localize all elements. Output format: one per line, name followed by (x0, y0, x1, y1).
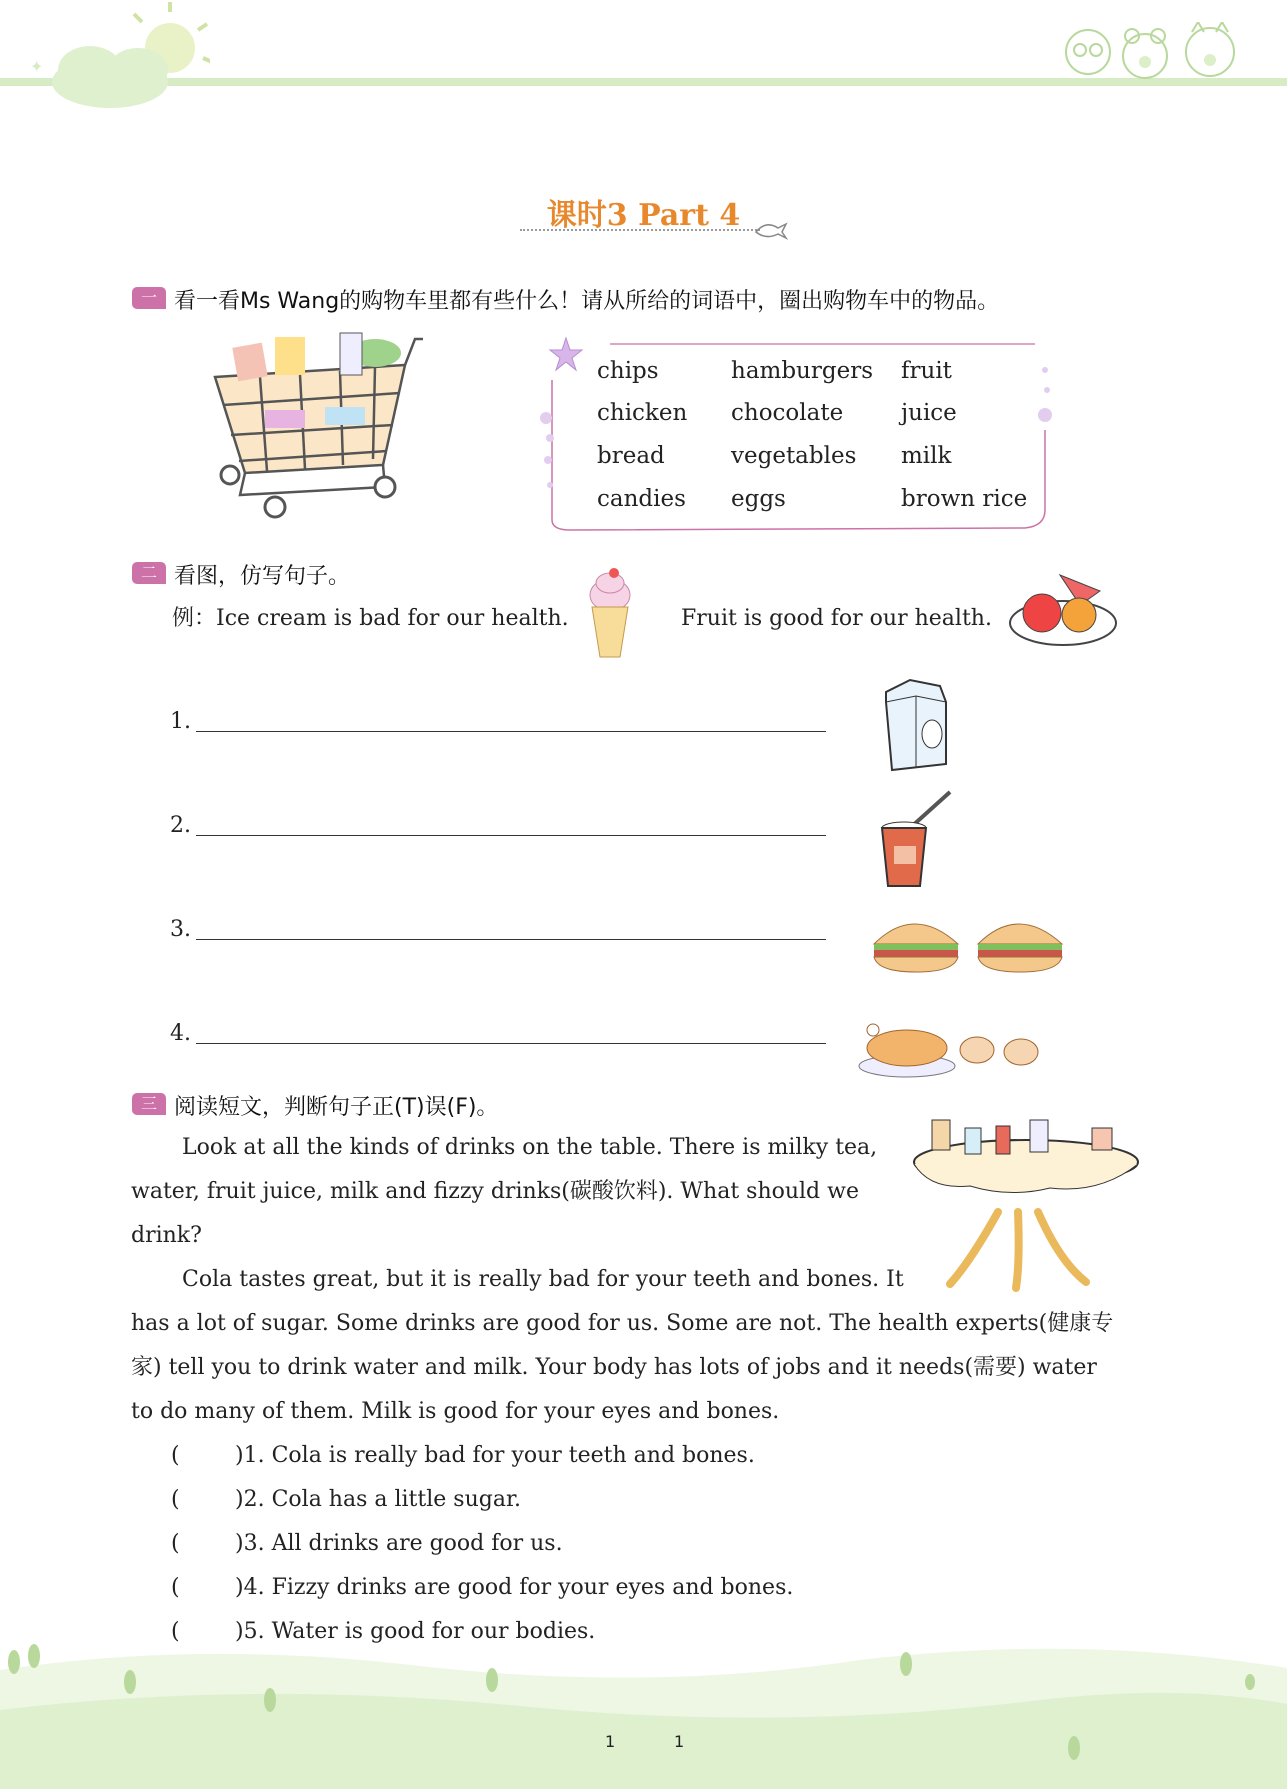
question-4-text: 4. Fizzy drinks are good for your eyes and bones. (243, 1575, 794, 1600)
example-sentence-1 (172, 597, 569, 641)
svg-text:✦: ✦ (30, 57, 44, 76)
word-candies[interactable]: candies (597, 486, 686, 512)
passage-line-3: drink? (131, 1223, 202, 1248)
question-5: ( )5. Water is good for our bodies. (171, 1610, 595, 1654)
passage-line-7: to do many of them. Milk is good for your eyes and bones. (131, 1399, 780, 1424)
item-3-number: 3. (170, 917, 191, 942)
passage-line-1: Look at all the kinds of drinks on the table. There is milky tea, (182, 1135, 878, 1160)
milk-carton-icon (880, 672, 952, 772)
section-2-instruction: 看图，仿写句子。 (174, 564, 351, 589)
fruit-plate-icon (1005, 565, 1120, 653)
section-1-badge: 一 (132, 287, 166, 309)
hamburgers-icon (870, 910, 1070, 980)
bird-icon (752, 218, 788, 242)
item-4-number: 4. (170, 1021, 191, 1046)
section-2-badge: 二 (132, 562, 166, 584)
answer-bracket-5[interactable]: ( (171, 1619, 180, 1644)
footer-hills (0, 1640, 1287, 1789)
ice-cream-icon (580, 565, 640, 661)
example-label: 例： (172, 606, 217, 631)
question-3: ( )3. All drinks are good for us. (171, 1522, 563, 1566)
question-2: ( )2. Cola has a little sugar. (171, 1478, 521, 1522)
question-4: ( )4. Fizzy drinks are good for your eyes and bones. (171, 1566, 793, 1610)
answer-bracket-2[interactable]: ( (171, 1487, 180, 1512)
word-vegetables[interactable]: vegetables (731, 443, 857, 469)
drinks-table-icon (910, 1112, 1145, 1292)
example-text-1: Ice cream is bad for our health. (216, 606, 569, 631)
example-sentence-2: Fruit is good for our health. (681, 606, 992, 631)
question-1: ( )1. Cola is really bad for your teeth and bones. (171, 1434, 755, 1478)
word-eggs[interactable]: eggs (731, 486, 786, 512)
word-hamburgers[interactable]: hamburgers (731, 358, 873, 384)
page-title: 课时3 Part 4 (546, 198, 741, 233)
title-underline (520, 229, 760, 231)
word-fruit[interactable]: fruit (901, 358, 952, 384)
word-bread[interactable]: bread (597, 443, 665, 469)
word-chocolate[interactable]: chocolate (731, 400, 844, 426)
item-2-number: 2. (170, 813, 191, 838)
sun-cloud-icon (20, 0, 210, 115)
answer-bracket-3[interactable]: ( (171, 1531, 180, 1556)
answer-line-2[interactable] (196, 835, 826, 836)
section-3-instruction: 阅读短文，判断句子正(T)误(F)。 (174, 1095, 499, 1120)
page-number-left: 1 (605, 1732, 616, 1751)
answer-line-1[interactable] (196, 731, 826, 732)
passage-line-6: 家) tell you to drink water and milk. Your body has lots of jobs and it needs(需要) water (131, 1355, 1097, 1380)
word-juice[interactable]: juice (901, 400, 957, 426)
answer-line-4[interactable] (196, 1043, 826, 1044)
answer-bracket-4[interactable]: ( (171, 1575, 180, 1600)
word-chips[interactable]: chips (597, 358, 659, 384)
cola-cup-icon (876, 788, 956, 893)
animal-faces-icon (1060, 22, 1250, 87)
word-chicken[interactable]: chicken (597, 400, 688, 426)
answer-line-3[interactable] (196, 939, 826, 940)
word-milk[interactable]: milk (901, 443, 952, 469)
word-brown-rice[interactable]: brown rice (901, 486, 1028, 512)
question-1-text: 1. Cola is really bad for your teeth and bones. (243, 1443, 755, 1468)
page-number-right: 1 (674, 1732, 685, 1751)
item-1-number: 1. (170, 709, 191, 734)
section-3-badge: 三 (132, 1093, 166, 1115)
passage-line-2: water, fruit juice, milk and fizzy drinks(碳酸饮料). What should we (131, 1179, 859, 1204)
answer-bracket-1[interactable]: ( (171, 1443, 180, 1468)
chicken-eggs-icon (855, 1008, 1045, 1083)
shopping-cart-icon (205, 325, 430, 525)
question-2-text: 2. Cola has a little sugar. (243, 1487, 522, 1512)
question-3-text: 3. All drinks are good for us. (243, 1531, 563, 1556)
passage-line-5: has a lot of sugar. Some drinks are good for us. Some are not. The health experts(健康专 (131, 1311, 1114, 1336)
section-1-instruction: 看一看Ms Wang的购物车里都有些什么！请从所给的词语中，圈出购物车中的物品。 (174, 289, 1000, 314)
question-5-text: 5. Water is good for our bodies. (243, 1619, 596, 1644)
passage-line-4: Cola tastes great, but it is really bad for your teeth and bones. It (182, 1267, 904, 1292)
